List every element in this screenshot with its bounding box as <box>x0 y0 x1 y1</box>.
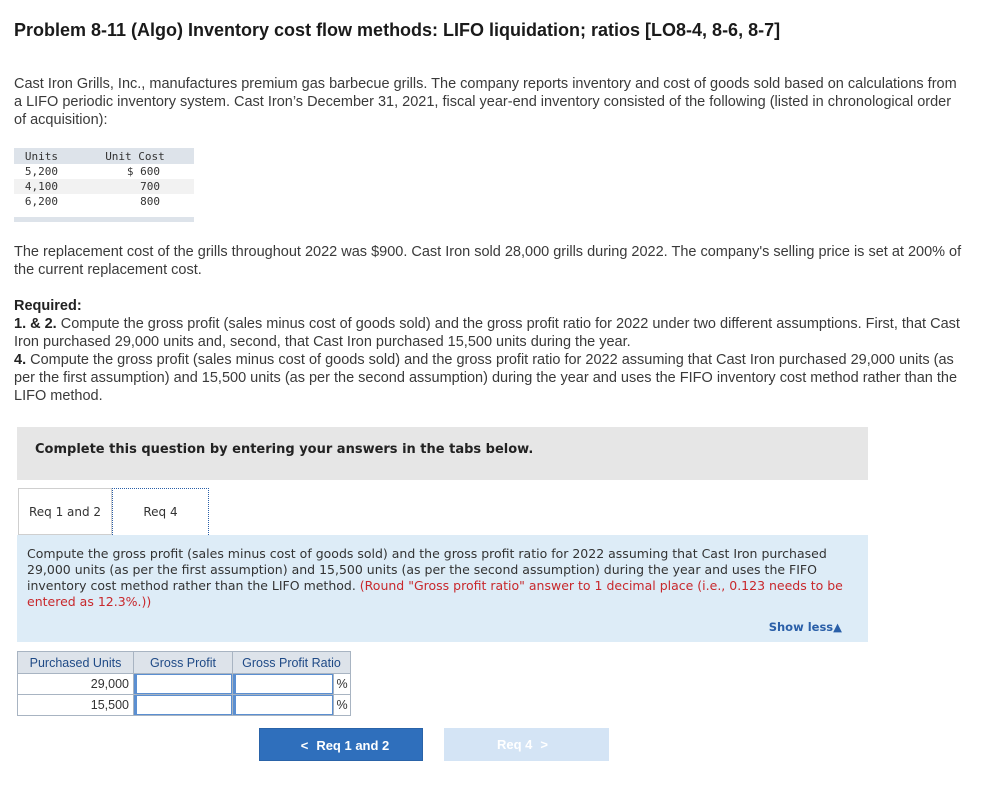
gross-profit-ratio-input[interactable] <box>233 674 333 694</box>
next-tab-button[interactable] <box>444 728 609 761</box>
tab-req-1-and-2[interactable]: Req 1 and 2 <box>18 488 112 535</box>
gross-profit-input[interactable] <box>134 674 232 694</box>
instruction-text: Compute the gross profit (sales minus cost of goods sold) and the gross profit ratio for 2022 assuming that Cast Iron purchased 29,000 units (as per the first assumption) and 15,500 units (as per the second assumption) during the year and uses the FIFO inventory cost method rather than the LIFO method. <box>27 546 827 593</box>
required-item1-text: Compute the gross profit (sales minus cost of goods sold) and the gross profit ratio for 2022 under two different assumptions. First, that Cast Iron purchased 29,000 units and, second, that Cast Iron purchased 15,500 units during the year. <box>14 316 960 350</box>
unit-cost-cell: 800 <box>140 195 160 208</box>
percent-sign: % <box>334 695 351 716</box>
complete-banner <box>17 427 868 480</box>
inventory-row <box>14 179 194 194</box>
unit-cost-cell: $ 600 <box>126 165 160 178</box>
answer-table <box>17 651 351 716</box>
gross-profit-cell <box>134 674 233 695</box>
units-cell: 6,200 <box>24 195 58 208</box>
chevron-left-icon: < <box>300 738 309 753</box>
replacement-text: The replacement cost of the grills throughout 2022 was $900. Cast Iron sold 28,000 grills during 2022. The company's selling price is set at 200% of the current replacement cost. <box>14 244 962 278</box>
units-cell: 5,200 <box>24 165 58 178</box>
tab-req-4[interactable]: Req 4 <box>112 488 209 535</box>
complete-text: Complete this question by entering your answers in the tabs below. <box>35 442 534 457</box>
gross-profit-header: Gross Profit <box>134 652 233 674</box>
inventory-table <box>14 148 194 222</box>
next-tab-label: Req 4 <box>497 737 533 752</box>
table-row <box>18 695 351 716</box>
inventory-footer <box>14 209 194 220</box>
gross-profit-ratio-header: Gross Profit Ratio <box>233 652 351 674</box>
unit-cost-header: Unit Cost <box>76 148 194 164</box>
purchased-units-header: Purchased Units <box>18 652 134 674</box>
inventory-header-row <box>14 148 194 164</box>
required-section <box>14 297 964 405</box>
table-row <box>18 674 351 695</box>
chevron-right-icon: > <box>540 737 548 752</box>
panel-instruction <box>27 546 857 610</box>
show-less-label: Show less <box>768 620 834 634</box>
purchased-units-cell: 15,500 <box>18 695 134 716</box>
show-less-link[interactable] <box>769 620 842 634</box>
triangle-up-icon: ▲ <box>833 620 842 634</box>
inventory-row <box>14 194 194 209</box>
prev-tab-label: Req 1 and 2 <box>316 738 390 753</box>
question-panel <box>17 535 868 642</box>
answer-header-row <box>18 652 351 674</box>
purchased-units-cell: 29,000 <box>18 674 134 695</box>
units-header: Units <box>14 148 76 164</box>
gross-profit-input[interactable] <box>134 695 232 715</box>
required-item1-label: 1. & 2. <box>14 316 57 332</box>
required-item4-label: 4. <box>14 352 27 368</box>
unit-cost-cell: 700 <box>76 179 194 194</box>
units-cell: 4,100 <box>14 179 76 194</box>
percent-sign: % <box>334 674 351 695</box>
gross-profit-ratio-cell <box>233 674 334 695</box>
gross-profit-ratio-cell <box>233 695 334 716</box>
page-title: Problem 8-11 (Algo) Inventory cost flow methods: LIFO liquidation; ratios [LO8-4, 8-6, 8-7] <box>14 20 781 40</box>
prev-tab-button[interactable] <box>259 728 423 761</box>
required-heading: Required: <box>14 298 82 314</box>
gross-profit-ratio-input[interactable] <box>233 695 333 715</box>
inventory-row <box>14 164 194 179</box>
rounding-note: (Round "Gross profit ratio" answer to 1 decimal place (i.e., 0.123 needs to be entered as 12.3%.)) <box>27 578 843 609</box>
required-item4-text: Compute the gross profit (sales minus cost of goods sold) and the gross profit ratio for 2022 assuming that Cast Iron purchased 29,000 units (as per the first assumption) and 15,500 units (as per the second assumption) during the year and uses the FIFO inventory cost method rather than the LIFO method. <box>14 352 958 404</box>
intro-text: Cast Iron Grills, Inc., manufactures premium gas barbecue grills. The company reports inventory and cost of goods sold based on calculations from a LIFO periodic inventory system. Cast Iron’s December 31, 2021, fiscal year-end inventory consisted of the following (listed in chronological order of acquisition): <box>14 76 957 128</box>
gross-profit-cell <box>134 695 233 716</box>
